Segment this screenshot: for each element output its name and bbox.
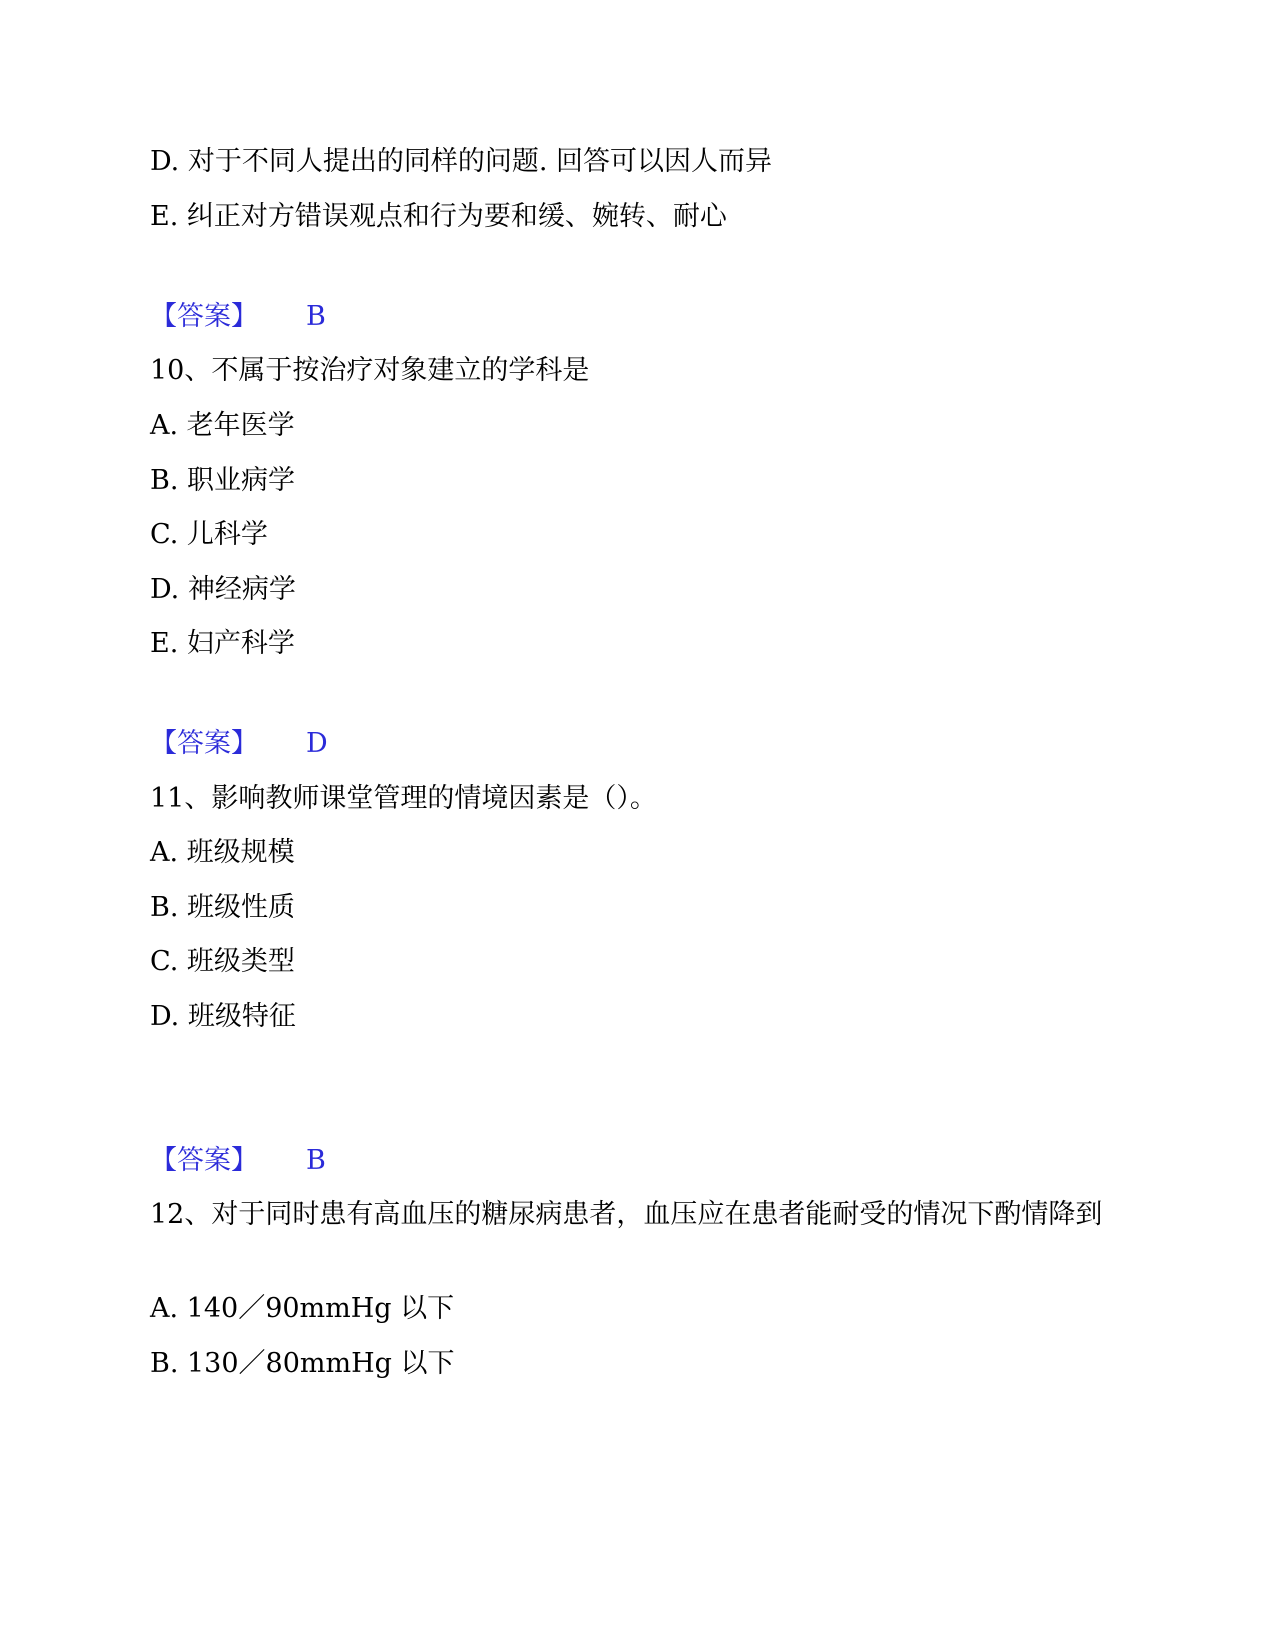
- q10-option-b: B. 职业病学: [150, 465, 296, 496]
- q11-option-b: B. 班级性质: [150, 892, 296, 923]
- q12-option-a: A. 140／90mmHg 以下: [150, 1293, 455, 1324]
- answer-label: 【答案】: [150, 1145, 258, 1176]
- q11-option-d: D. 班级特征: [150, 1001, 296, 1032]
- question-10: 10、不属于按治疗对象建立的学科是: [150, 355, 590, 386]
- answer-label: 【答案】: [150, 728, 258, 759]
- option-e: E. 纠正对方错误观点和行为要和缓、婉转、耐心: [150, 201, 727, 232]
- answer-line: [150, 302, 326, 332]
- q10-answer-line: [150, 729, 328, 759]
- q10-option-a: A. 老年医学: [150, 410, 295, 441]
- q10-option-c: C. 儿科学: [150, 519, 268, 550]
- option-d: D. 对于不同人提出的同样的问题. 回答可以因人而异: [150, 146, 773, 177]
- q10-option-e: E. 妇产科学: [150, 628, 295, 659]
- answer-value: D: [306, 728, 328, 759]
- q11-option-c: C. 班级类型: [150, 946, 295, 977]
- answer-label: 【答案】: [150, 301, 258, 332]
- answer-value: B: [306, 1145, 326, 1176]
- question-11: 11、影响教师课堂管理的情境因素是（）。: [150, 783, 657, 814]
- q10-option-d: D. 神经病学: [150, 574, 296, 605]
- question-12: 12、对于同时患有高血压的糖尿病患者，血压应在患者能耐受的情况下酌情降到: [150, 1199, 1103, 1230]
- q11-option-a: A. 班级规模: [150, 837, 295, 868]
- q12-option-b: B. 130／80mmHg 以下: [150, 1348, 455, 1379]
- q11-answer-line: [150, 1146, 326, 1176]
- answer-value: B: [306, 301, 326, 332]
